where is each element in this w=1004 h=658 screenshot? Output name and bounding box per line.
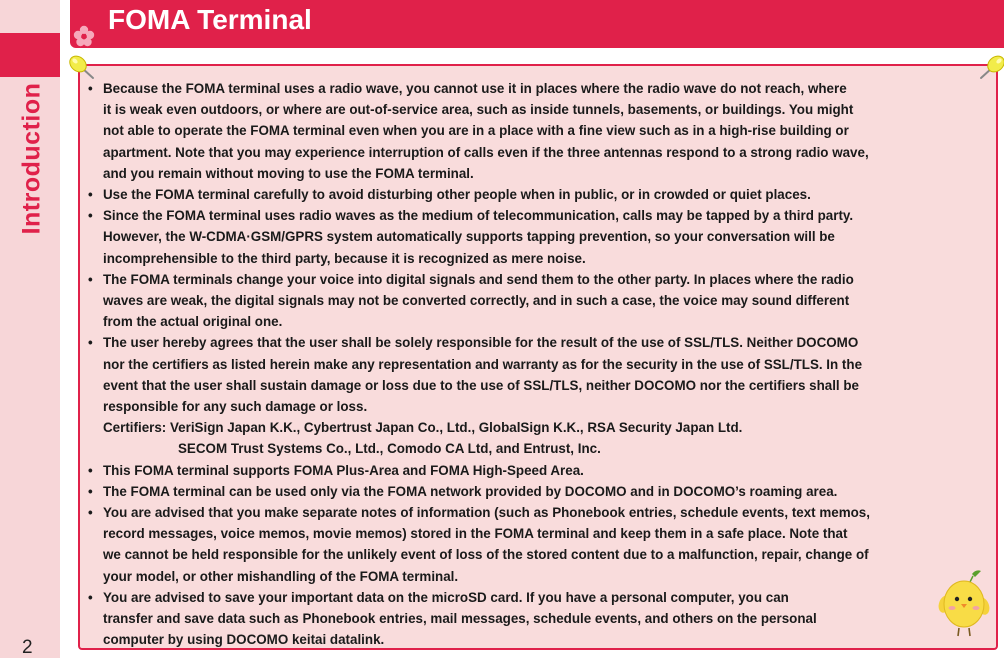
- chick-icon: [936, 568, 992, 640]
- list-item: [86, 460, 990, 481]
- certifiers-line: Certifiers: VeriSign Japan K.K., Cybertrust Japan Co., Ltd., GlobalSign K.K., RSA Security Japan Ltd.: [103, 420, 743, 436]
- text-line: your model, or other mishandling of the FOMA terminal.: [103, 568, 459, 584]
- list-item: [86, 78, 990, 184]
- text-line: However, the W-CDMA·GSM/GPRS system automatically supports tapping prevention, so your conversation will be: [103, 229, 835, 245]
- text-line: apartment. Note that you may experience interruption of calls even if the three antennas respond to a strong radio wave,: [103, 144, 869, 160]
- text-line: • The FOMA terminals change your voice into digital signals and send them to the other party. In places where the radio: [103, 271, 854, 287]
- list-item: [86, 269, 990, 333]
- list-item: [86, 481, 990, 502]
- text-line: • Because the FOMA terminal uses a radio wave, you cannot use it in places where the radio wave do not reach, where: [103, 81, 847, 96]
- flower-icon: [72, 24, 96, 48]
- text-line: from the actual original one.: [103, 314, 283, 330]
- text-line: • This FOMA terminal supports FOMA Plus-Area and FOMA High-Speed Area.: [103, 462, 584, 478]
- list-item: [86, 502, 990, 587]
- text-line: • Use the FOMA terminal carefully to avoid disturbing other people when in public, or in crowded or quiet places.: [103, 187, 811, 203]
- text-line: • The FOMA terminal can be used only via the FOMA network provided by DOCOMO and in DOCOMO’s roaming area.: [103, 483, 838, 499]
- text-line: responsible for any such damage or loss.: [103, 399, 368, 415]
- certifiers-continuation: SECOM Trust Systems Co., Ltd., Comodo CA Ltd, and Entrust, Inc.: [178, 441, 601, 457]
- text-line: • Since the FOMA terminal uses radio waves as the medium of telecommunication, calls may be tapped by a third party.: [103, 208, 854, 224]
- text-line: not able to operate the FOMA terminal even when you are in a place with a fine view such as in a high-rise building or: [103, 123, 849, 139]
- section-label: [12, 82, 52, 234]
- text-line: we cannot be held responsible for the unlikely event of loss of the stored content due to a malfunction, repair, change of: [103, 547, 869, 563]
- text-line: and you remain without moving to use the FOMA terminal.: [103, 165, 474, 181]
- text-line: record messages, voice memos, movie memos) stored in the FOMA terminal and keep them in a safe place. Note that: [103, 526, 848, 542]
- section-tab-marker: [0, 33, 60, 77]
- text-line: nor the certifiers as listed herein make any representation and warranty as for the security in the use of SSL/TLS. In the: [103, 356, 863, 372]
- list-item: [86, 587, 990, 651]
- page-number: 2: [22, 637, 33, 658]
- text-line: waves are weak, the digital signals may not be converted correctly, and in such a case, the voice may sound different: [103, 293, 850, 309]
- text-line: • The user hereby agrees that the user shall be solely responsible for the result of the use of SSL/TLS. Neither DOCOMO: [103, 335, 859, 351]
- section-label-text: Introduction: [17, 82, 46, 234]
- text-line: incomprehensible to the third party, because it is recognized as mere noise.: [103, 250, 586, 266]
- text-line: • You are advised to save your important data on the microSD card. If you have a personal computer, you can: [103, 589, 789, 605]
- text-line: it is weak even outdoors, or where are out-of-service area, such as inside tunnels, basements, or buildings. You might: [103, 102, 854, 118]
- text-line: transfer and save data such as Phonebook entries, mail messages, schedule events, and others on the personal: [103, 611, 817, 627]
- notes-list: [86, 78, 990, 650]
- page-title: FOMA Terminal: [108, 4, 312, 35]
- list-item: [86, 332, 990, 459]
- text-line: event that the user shall sustain damage or loss due to the use of SSL/TLS, neither DOCOMO nor the certifiers shall be: [103, 377, 859, 393]
- list-item: [86, 205, 990, 269]
- text-line: • You are advised that you make separate notes of information (such as Phonebook entries, schedule events, text memos,: [103, 505, 870, 521]
- list-item: [86, 184, 990, 205]
- text-line: computer by using DOCOMO keitai datalink.: [103, 632, 385, 648]
